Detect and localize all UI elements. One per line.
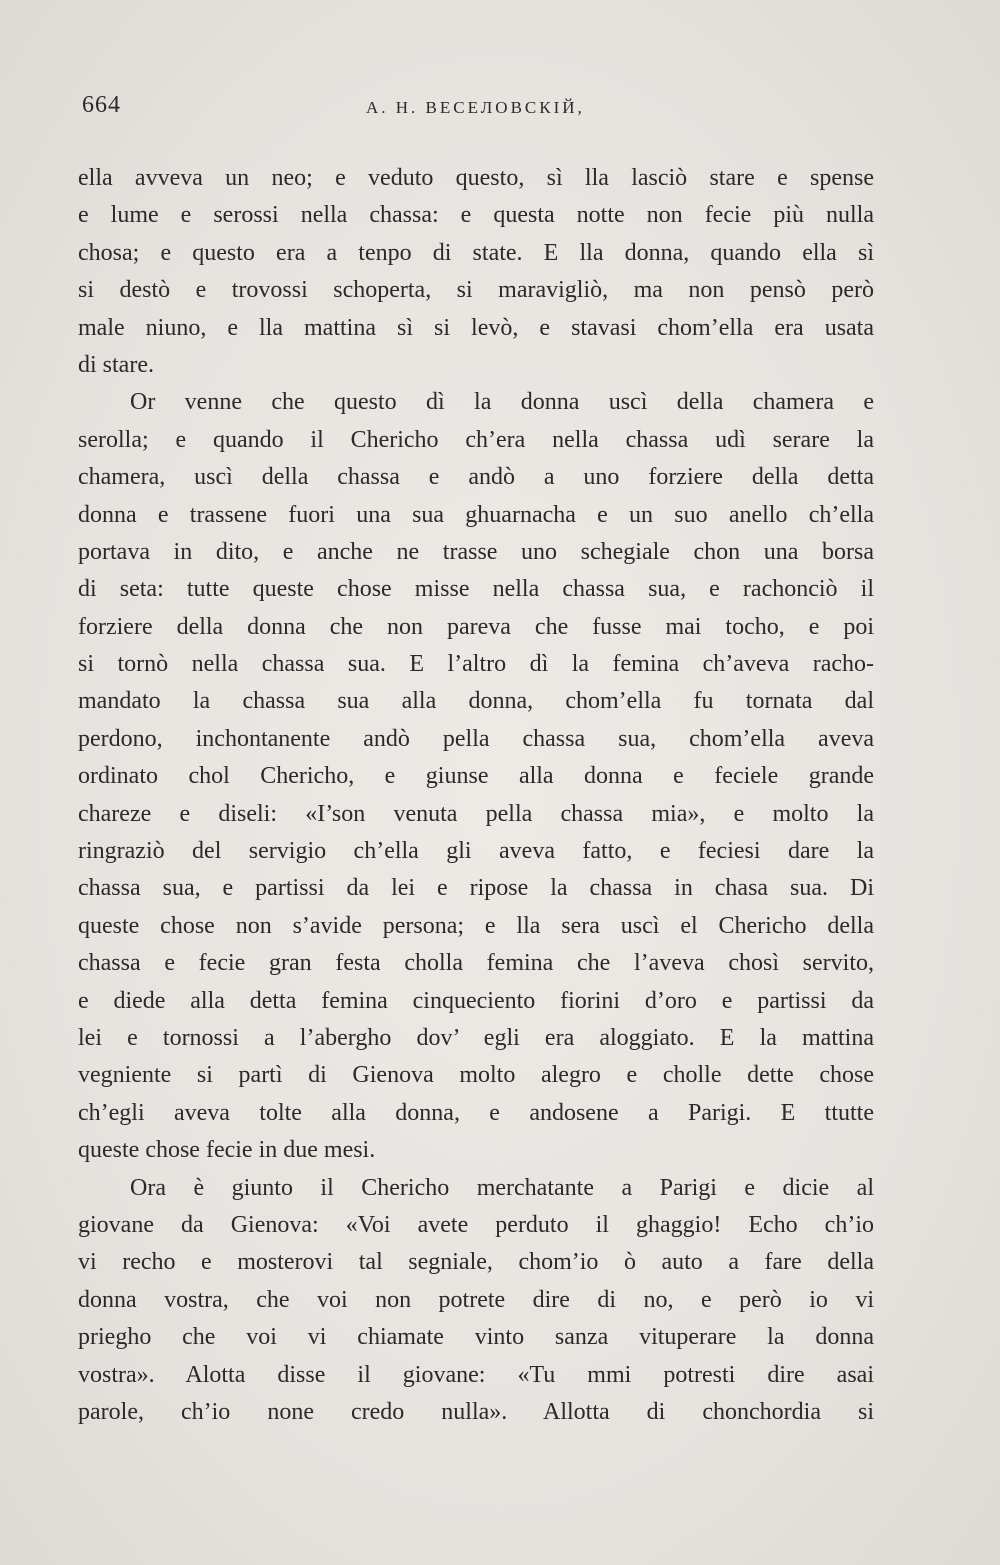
text-line: ella avveva un neo; e veduto questo, sì lla lasciò stare e spense [78, 165, 874, 191]
text-line: chassa e fecie gran festa cholla femina che l’aveva chosì servito, [78, 950, 874, 977]
text-line: chosa; e questo era a tenpo di state. E lla donna, quando ella sì [78, 239, 874, 266]
text-line: chareze e diseli: «I’son venuta pella chassa mia», e molto la [78, 800, 874, 827]
text-line: mandato la chassa sua alla donna, chom’ella fu tornata dal [78, 688, 874, 715]
text-line: ordinato chol Chericho, e giunse alla donna e feciele grande [78, 763, 874, 790]
text-line: lei e tornossi a l’abergho dov’ egli era aloggiato. E la mattina [78, 1024, 874, 1051]
text-line: vegniente si partì di Gienova molto alegro e cholle dette chose [78, 1062, 874, 1089]
text-line: parole, ch’io none credo nulla». Allotta di chonchordia si [78, 1398, 874, 1425]
text-line: donna vostra, che voi non potrete dire di no, e però io vi [78, 1286, 874, 1313]
text-line: queste chose fecie in due mesi. [78, 1137, 376, 1164]
paragraph-first-line: Or venne che questo dì la donna uscì della chamera e [130, 389, 874, 416]
page-number: 664 [82, 92, 121, 118]
text-line: forziere della donna che non pareva che fusse mai tocho, e poi [78, 613, 874, 640]
running-head: А. Н. ВЕСЕЛОВСКIЙ, [366, 98, 585, 117]
text-line: chassa sua, e partissi da lei e ripose la chassa in chasa sua. Di [78, 875, 874, 902]
paragraph-first-line: Ora è giunto il Chericho merchatante a Parigi e dicie al [130, 1174, 874, 1201]
text-line: ch’egli aveva tolte alla donna, e andosene a Parigi. E ttutte [78, 1099, 874, 1126]
text-line: portava in dito, e anche ne trasse uno schegiale chon una borsa [78, 538, 874, 565]
text-line: si destò e trovossi schoperta, si maravigliò, ma non pensò però [78, 277, 874, 304]
text-line: male niuno, e lla mattina sì si levò, e stavasi chom’ella era usata [78, 314, 874, 341]
text-line: vi recho e mosterovi tal segniale, chom’io ò auto a fare della [78, 1249, 874, 1276]
text-line: si tornò nella chassa sua. E l’altro dì la femina ch’aveva racho- [78, 651, 874, 678]
text-line: priegho che voi vi chiamate vinto sanza vituperare la donna [78, 1324, 874, 1351]
text-line: vostra». Alotta disse il giovane: «Tu mmi potresti dire asai [78, 1361, 874, 1388]
text-line: serolla; e quando il Chericho ch’era nella chassa udì serare la [78, 426, 874, 453]
text-line: chamera, uscì della chassa e andò a uno forziere della detta [78, 464, 874, 491]
text-line: e lume e serossi nella chassa: e questa notte non fecie più nulla [78, 202, 874, 229]
text-line: di seta: tutte queste chose misse nella chassa sua, e rachonciò il [78, 576, 874, 603]
page-header [82, 92, 882, 128]
text-line: donna e trassene fuori una sua ghuarnacha e un suo anello ch’ella [78, 501, 874, 528]
text-line: e diede alla detta femina cinqueciento fiorini d’oro e partissi da [78, 987, 874, 1014]
body-text [78, 160, 874, 1431]
text-line: giovane da Gienova: «Voi avete perduto il ghaggio! Echo ch’io [78, 1211, 874, 1238]
text-line: di stare. [78, 351, 154, 378]
text-line: queste chose non s’avide persona; e lla sera uscì el Chericho della [78, 912, 874, 939]
text-line: ringraziò del servigio ch’ella gli aveva fatto, e feciesi dare la [78, 838, 874, 865]
text-line: perdono, inchontanente andò pella chassa sua, chom’ella aveva [78, 725, 874, 752]
